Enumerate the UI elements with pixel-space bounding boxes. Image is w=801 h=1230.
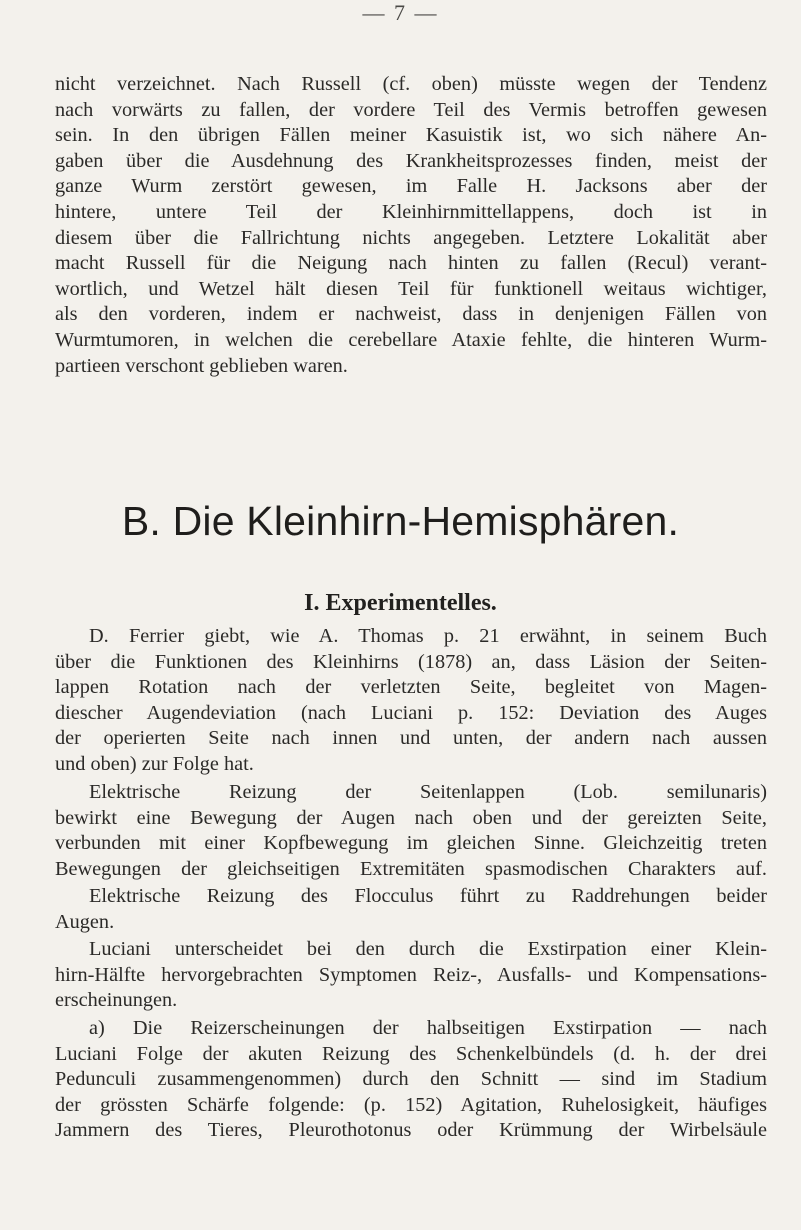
text-line: D. Ferrier giebt, wie A. Thomas p. 21 erwähnt, in seinem Buch	[89, 625, 767, 647]
text-line: und oben) zur Folge hat.	[55, 752, 254, 775]
text-line: nicht verzeichnet. Nach Russell (cf. oben) müsste wegen der Tendenz	[55, 73, 767, 95]
text-line: Pedunculi zusammengenommen) durch den Schnitt — sind im Stadium	[55, 1068, 767, 1091]
text-line: hintere, untere Teil der Kleinhirnmittellappens, doch ist in	[55, 200, 767, 223]
text-line: Luciani unterscheidet bei den durch die Exstirpation einer Klein-	[89, 938, 767, 960]
text-line: diesem über die Fallrichtung nichts angegeben. Letztere Lokalität aber	[55, 226, 767, 249]
text-line: hirn-Hälfte hervorgebrachten Symptomen Reiz-, Ausfalls- und Kompensations-	[55, 963, 767, 986]
text-line: über die Funktionen des Kleinhirns (1878) an, dass Läsion der Seiten-	[55, 650, 767, 673]
text-line: der operierten Seite nach innen und unten, der andern nach aussen	[55, 727, 767, 750]
text-line: partieen verschont geblieben waren.	[55, 354, 348, 377]
text-line: bewirkt eine Bewegung der Augen nach oben und der gereizten Seite,	[55, 806, 767, 829]
page-number: — 7 —	[362, 0, 439, 25]
text-line: Elektrische Reizung des Flocculus führt zu Raddrehungen beider	[89, 885, 767, 907]
paragraph-luciani	[55, 937, 767, 1014]
text-line: Bewegungen der gleichseitigen Extremitäten spasmodischen Charakters auf.	[55, 857, 767, 880]
text-line: ganze Wurm zerstört gewesen, im Falle H. Jacksons aber der	[55, 175, 767, 198]
paragraph-ferrier	[55, 624, 767, 778]
text-line: nach vorwärts zu fallen, der vordere Teil des Vermis betroffen gewesen	[55, 98, 767, 121]
text-line: Elektrische Reizung der Seitenlappen (Lob. semilunaris)	[89, 781, 767, 803]
text-line: Augen.	[55, 910, 115, 933]
paragraph-reizerscheinungen	[55, 1016, 767, 1144]
text-line: als den vorderen, indem er nachweist, dass in denjenigen Fällen von	[55, 303, 767, 326]
text-line: der grössten Schärfe folgende: (p. 152) Agitation, Ruhelosigkeit, häufiges	[55, 1093, 767, 1116]
text-line: sein. In den übrigen Fällen meiner Kasuistik ist, wo sich nähere An-	[55, 124, 767, 147]
text-line: wortlich, und Wetzel hält diesen Teil für funktionell weitaus wichtiger,	[55, 277, 767, 300]
text-line: Jammern des Tieres, Pleurothotonus oder Krümmung der Wirbelsäule	[55, 1119, 767, 1142]
paragraph-flocculus	[55, 884, 767, 935]
text-line: verbunden mit einer Kopfbewegung im gleichen Sinne. Gleichzeitig treten	[55, 832, 767, 855]
text-line: a) Die Reizerscheinungen der halbseitigen Exstirpation — nach	[89, 1017, 767, 1039]
text-line: diescher Augendeviation (nach Luciani p. 152: Deviation des Auges	[55, 701, 767, 724]
text-line: macht Russell für die Neigung nach hinten zu fallen (Recul) verant-	[55, 252, 767, 275]
paragraph-russell	[55, 72, 767, 379]
text-line: erscheinungen.	[55, 989, 178, 1012]
text-line: lappen Rotation nach der verletzten Seite, begleitet von Magen-	[55, 676, 767, 699]
text-line: Wurmtumoren, in welchen die cerebellare Ataxie fehlte, die hinteren Wurm-	[55, 328, 767, 351]
subsection-heading: I. Experimentelles.	[304, 590, 497, 616]
text-line: Luciani Folge der akuten Reizung des Schenkelbündels (d. h. der drei	[55, 1042, 767, 1065]
section-heading: B. Die Kleinhirn-Hemisphären.	[121, 498, 680, 544]
paragraph-reizung	[55, 780, 767, 882]
text-line: gaben über die Ausdehnung des Krankheitsprozesses finden, meist der	[55, 149, 767, 172]
